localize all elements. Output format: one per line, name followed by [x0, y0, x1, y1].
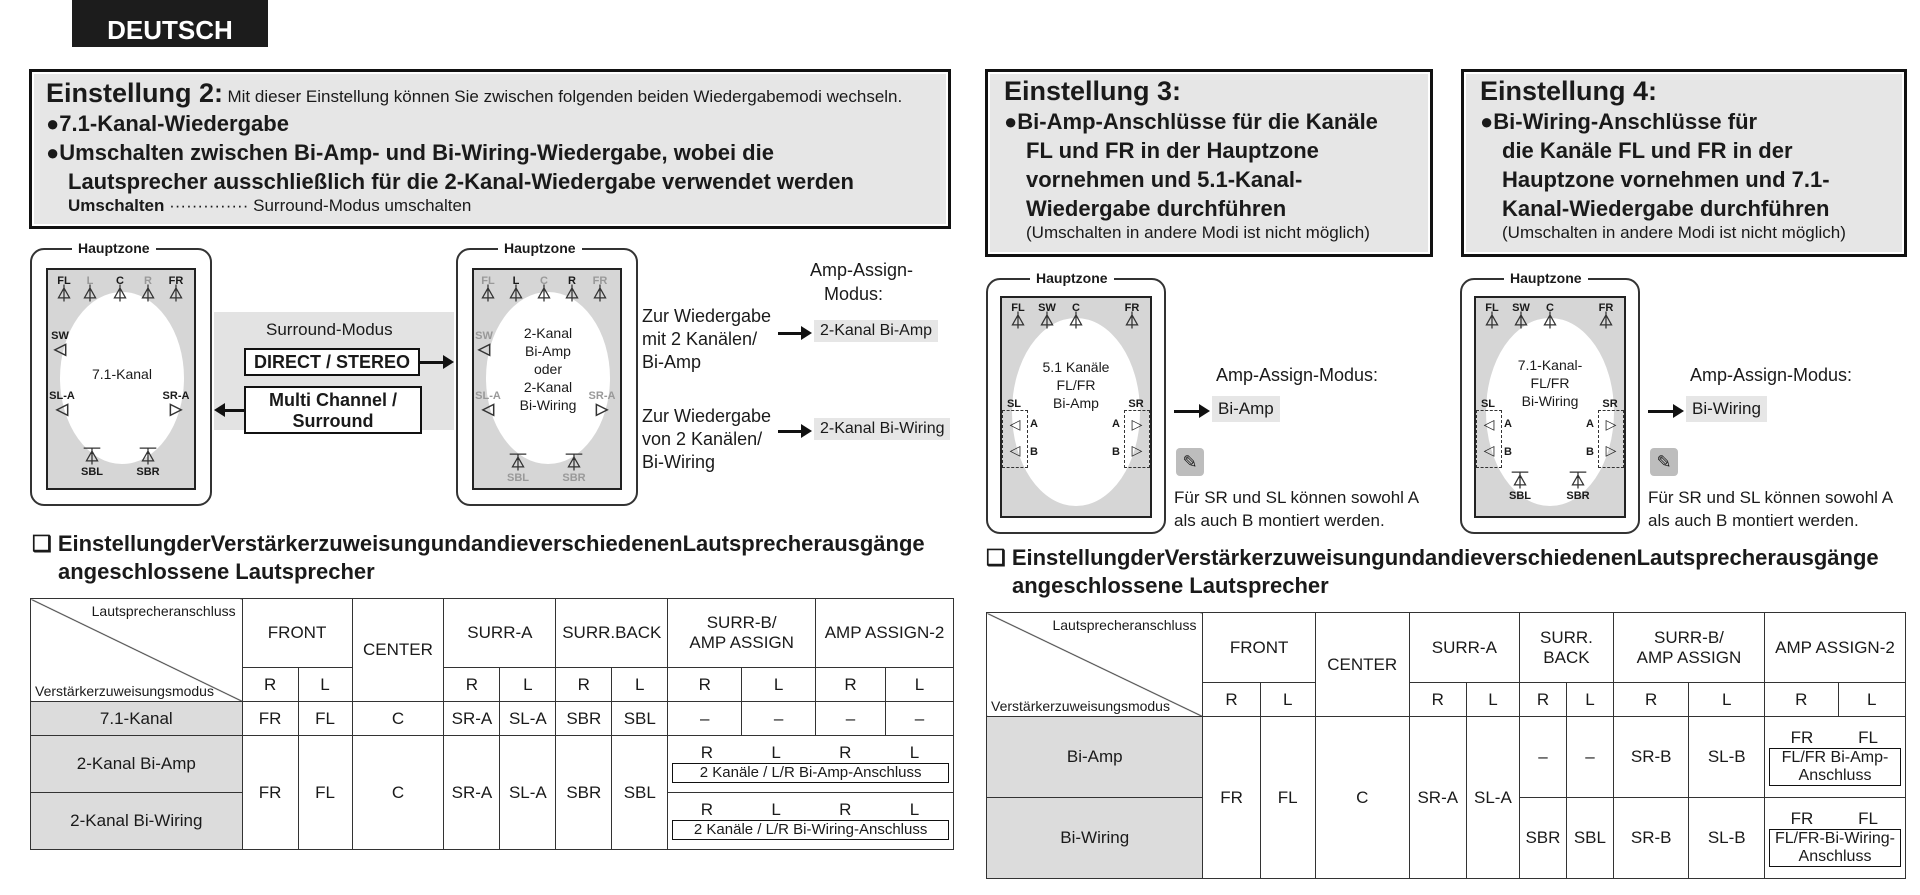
speaker-l: L ⏃	[81, 275, 98, 303]
speaker-3-sr-b: B	[1112, 446, 1120, 458]
diagram-1-center-label: 7.1-Kanal	[92, 366, 152, 382]
setting-2-subtitle: Mit dieser Einstellung können Sie zwischen folgenden beiden Wiedergabemodi wechseln.	[227, 87, 903, 106]
table-right	[986, 612, 1906, 879]
th-r: R	[1765, 683, 1839, 717]
setting-4-line-1: ●Bi-Wiring-Anschlüsse für	[1480, 109, 1758, 134]
speaker-2-sr-a: SR-A ▷	[588, 390, 616, 418]
setting-4-title: Einstellung 4:	[1480, 76, 1658, 106]
speaker-4-sr-a: A	[1586, 418, 1594, 430]
th-r: R	[444, 668, 500, 702]
switch-dots: ··············	[169, 196, 249, 215]
th-r: R	[242, 668, 298, 702]
table-row: 2-Kanal Bi-Amp FR FL C SR-A SL-A SBR SBL R L R L 2 Kanäle / L/R Bi-Amp-Anschluss	[31, 736, 954, 793]
speaker-fr: FR ⏃	[167, 275, 184, 303]
th-l: L	[500, 668, 556, 702]
th-l: L	[1260, 683, 1315, 717]
amp-assign-mode-4: Amp-Assign-Modus:	[1690, 365, 1853, 385]
th-front: FRONT	[242, 599, 352, 668]
th-r: R	[1519, 683, 1566, 717]
th2-amp-assign-2: AMP ASSIGN-2	[1765, 613, 1906, 683]
speaker-4-sr: SR	[1602, 398, 1618, 410]
tag-biamp: Bi-Amp	[1212, 396, 1280, 422]
switch-label: Umschalten	[68, 196, 165, 215]
speaker-3-sr: SR	[1128, 398, 1144, 410]
diagram-2-center: 2-Kanal Bi-Amp oder 2-Kanal Bi-Wiring	[519, 325, 577, 413]
th-r: R	[1409, 683, 1466, 717]
setting-3-box	[986, 70, 1432, 256]
speaker-2-sbr: ⏄ SBR	[562, 455, 586, 484]
setting-2-box	[30, 70, 950, 228]
th-l: L	[1566, 683, 1613, 717]
arrow-3	[1174, 410, 1200, 413]
speaker-sbr: ⏄ SBR	[136, 449, 160, 478]
th-r: R	[1613, 683, 1689, 717]
speaker-4-sl: SL	[1480, 398, 1496, 410]
speaker-4-sw: SW ⏃	[1512, 302, 1530, 330]
speaker-3-sl-b: B	[1030, 446, 1038, 458]
arrow-to-diagram-1	[224, 409, 244, 412]
th2-surr-b: SURR-B/ AMP ASSIGN	[1613, 613, 1764, 683]
table-row: Bi-Amp FR FL C SR-A SL-A – – SR-B SL-B FR FL FL/FR Bi-Amp- Anschluss	[987, 717, 1906, 798]
th-l: L	[1838, 683, 1905, 717]
speaker-4-sbr: ⏄ SBR	[1566, 473, 1590, 502]
table-1-corner: Lautsprecheranschluss Verstärkerzuweisungsmodus	[31, 599, 243, 702]
speaker-3-sr-a: A	[1112, 418, 1120, 430]
speaker-4-sr-box: ▷ ▷	[1598, 410, 1624, 468]
speaker-3-sr-box: ▷ ▷	[1124, 410, 1150, 468]
speaker-3-fr: FR ⏃	[1123, 302, 1140, 330]
setting-4-line-4: Kanal-Wiedergabe durchführen	[1502, 196, 1830, 221]
speaker-3-c: C ⏃	[1067, 302, 1084, 330]
diagram-4-center: 7.1-Kanal- FL/FR Bi-Wiring	[1517, 357, 1583, 409]
setting-4-line-2: die Kanäle FL und FR in der	[1502, 138, 1793, 163]
diagram-3-title: Hauptzone	[1030, 270, 1114, 286]
speaker-4-fr: FR ⏃	[1597, 302, 1614, 330]
direct-stereo-button[interactable]: DIRECT / STEREO	[244, 348, 420, 376]
playback-2ch-biamp: Zur Wiedergabe mit 2 Kanälen/ Bi-Amp	[642, 306, 772, 372]
speaker-2-l: L ⏃	[507, 275, 524, 303]
th-r: R	[668, 668, 742, 702]
speaker-3-sl-a: A	[1030, 418, 1038, 430]
setting-3-line-4: Wiedergabe durchführen	[1026, 196, 1287, 221]
th-r: R	[1203, 683, 1260, 717]
setting-3-line-3: vornehmen und 5.1-Kanal-	[1026, 167, 1303, 192]
speaker-sl-a: SL-A ◁	[49, 390, 75, 418]
room-4-oval	[1486, 318, 1614, 506]
setting-4-box	[1462, 70, 1906, 256]
pencil-icon-2: ✎	[1650, 448, 1678, 476]
note-ab-3: Für SR und SL können sowohl A als auch B montiert werden.	[1174, 488, 1420, 530]
tag-2ch-biwiring: 2-Kanal Bi-Wiring	[814, 418, 950, 440]
setting-4-line-3: Hauptzone vornehmen und 7.1-	[1502, 167, 1830, 192]
speaker-fl: FL ⏃	[55, 275, 72, 303]
speaker-2-sbl: ⏄ SBL	[507, 455, 529, 484]
th-surr-a: SURR-A	[444, 599, 556, 668]
setting-3-line-2: FL und FR in der Hauptzone	[1026, 138, 1319, 163]
room-3-oval	[1012, 318, 1140, 506]
th-amp-assign-2: AMP ASSIGN-2	[816, 599, 954, 668]
table-left	[30, 598, 954, 850]
setting-3-note: (Umschalten in andere Modi ist nicht möglich)	[1026, 223, 1370, 242]
setting-3-line-1: ●Bi-Amp-Anschlüsse für die Kanäle	[1004, 109, 1378, 134]
speaker-4-fl: FL ⏃	[1483, 302, 1500, 330]
th-r: R	[816, 668, 886, 702]
table-2-corner: Lautsprecheranschluss Verstärkerzuweisungsmodus	[987, 613, 1203, 717]
speaker-4-sbl: ⏄ SBL	[1509, 473, 1531, 502]
speaker-sbl: ⏄ SBL	[81, 449, 103, 478]
speaker-2-fr: FR ⏃	[591, 275, 608, 303]
tag-2ch-biamp: 2-Kanal Bi-Amp	[814, 320, 938, 342]
speaker-2-c: C ⏃	[535, 275, 552, 303]
note-ab-4: Für SR und SL können sowohl A als auch B montiert werden.	[1648, 488, 1894, 530]
language-tab: DEUTSCH	[72, 0, 268, 47]
setting-2-title: Einstellung 2:	[46, 78, 224, 108]
th2-surr-a: SURR-A	[1409, 613, 1519, 683]
speaker-4-sl-b: B	[1504, 446, 1512, 458]
setting-2-bullet-2a: ●Umschalten zwischen Bi-Amp- und Bi-Wiring-Wiedergabe, wobei die	[46, 140, 774, 165]
th-l: L	[886, 668, 954, 702]
speaker-3-fl: FL ⏃	[1009, 302, 1026, 330]
th-l: L	[1466, 683, 1519, 717]
section-header-left: ❑ EinstellungderVerstärkerzuweisungundandieverschiedenenLautsprecherausgänge angeschlossene Lautsprecher	[32, 531, 925, 584]
speaker-2-fl: FL ⏃	[479, 275, 496, 303]
fl-fr-bi-amp-box: FL/FR Bi-Amp- Anschluss	[1769, 748, 1901, 786]
multi-channel-button[interactable]: Multi Channel / Surround	[244, 386, 422, 434]
th-l: L	[298, 668, 352, 702]
speaker-r: R ⏃	[139, 275, 156, 303]
setting-2-bullet-2b: Lautsprecher ausschließlich für die 2-Kanal-Wiedergabe verwendet werden	[68, 169, 854, 194]
surround-mode-label: Surround-Modus	[266, 320, 393, 339]
bi-wiring-connection-box: 2 Kanäle / L/R Bi-Wiring-Anschluss	[672, 820, 949, 840]
speaker-2-sl-a: SL-A ◁	[475, 390, 501, 418]
arrow-to-diagram-2	[420, 361, 444, 364]
speaker-4-sr-b: B	[1586, 446, 1594, 458]
diagram-1-title: Hauptzone	[72, 240, 156, 256]
speaker-4-sl-box: ◁ ◁	[1476, 410, 1502, 468]
setting-4-note: (Umschalten in andere Modi ist nicht möglich)	[1502, 223, 1846, 242]
speaker-4-sl-a: A	[1504, 418, 1512, 430]
speaker-3-sl-box: ◁ ◁	[1002, 410, 1028, 468]
amp-assign-mode-3: Amp-Assign-Modus:	[1216, 365, 1379, 385]
fl-fr-bi-wiring-box: FL/FR-Bi-Wiring- Anschluss	[1769, 829, 1901, 867]
pencil-icon: ✎	[1176, 448, 1204, 476]
tag-biwiring: Bi-Wiring	[1686, 396, 1767, 422]
speaker-c: C ⏃	[111, 275, 128, 303]
section-header-right: ❑ EinstellungderVerstärkerzuweisungundandieverschiedenenLautsprecherausgänge angeschlossene Lautsprecher	[986, 545, 1879, 598]
switch-text: Surround-Modus umschalten	[253, 196, 472, 215]
th2-center: CENTER	[1315, 613, 1409, 717]
th-r: R	[556, 668, 612, 702]
table-row: Bi-Wiring SBR SBL SR-B SL-B FR FL FL/FR-Bi-Wiring- Anschluss	[987, 798, 1906, 879]
th-l: L	[612, 668, 668, 702]
speaker-sr-a: SR-A ▷	[162, 390, 190, 418]
arrow-4	[1648, 410, 1674, 413]
speaker-3-sl: SL	[1006, 398, 1022, 410]
diagram-3-center: 5.1 Kanäle FL/FR Bi-Amp	[1042, 359, 1110, 411]
amp-assign-mode-label: Amp-Assign- Modus:	[810, 260, 914, 304]
arrow-biwiring	[778, 430, 802, 433]
speaker-2-r: R ⏃	[563, 275, 580, 303]
setting-3-title: Einstellung 3:	[1004, 76, 1182, 106]
th-surr-b: SURR-B/ AMP ASSIGN	[668, 599, 816, 668]
diagram-2-title: Hauptzone	[498, 240, 582, 256]
table-row: 2-Kanal Bi-Wiring R L R L 2 Kanäle / L/R Bi-Wiring-Anschluss	[31, 793, 954, 850]
setting-2-bullet-1: ●7.1-Kanal-Wiedergabe	[46, 111, 289, 136]
th2-surr-back: SURR. BACK	[1519, 613, 1613, 683]
speaker-2-sw: SW ◁	[475, 330, 493, 358]
playback-2ch-biwiring: Zur Wiedergabe von 2 Kanälen/ Bi-Wiring	[642, 406, 772, 472]
th-l: L	[742, 668, 816, 702]
speaker-sw: SW ◁	[51, 330, 69, 358]
speaker-4-c: C ⏃	[1541, 302, 1558, 330]
arrow-biamp	[778, 332, 802, 335]
th2-front: FRONT	[1203, 613, 1315, 683]
th-center: CENTER	[352, 599, 444, 702]
th-surr-back: SURR.BACK	[556, 599, 668, 668]
bi-amp-connection-box: 2 Kanäle / L/R Bi-Amp-Anschluss	[672, 763, 949, 783]
diagram-4-title: Hauptzone	[1504, 270, 1588, 286]
table-row: 7.1-Kanal FR FL C SR-A SL-A SBR SBL – – – –	[31, 702, 954, 736]
th-l: L	[1689, 683, 1765, 717]
speaker-3-sw: SW ⏃	[1038, 302, 1056, 330]
